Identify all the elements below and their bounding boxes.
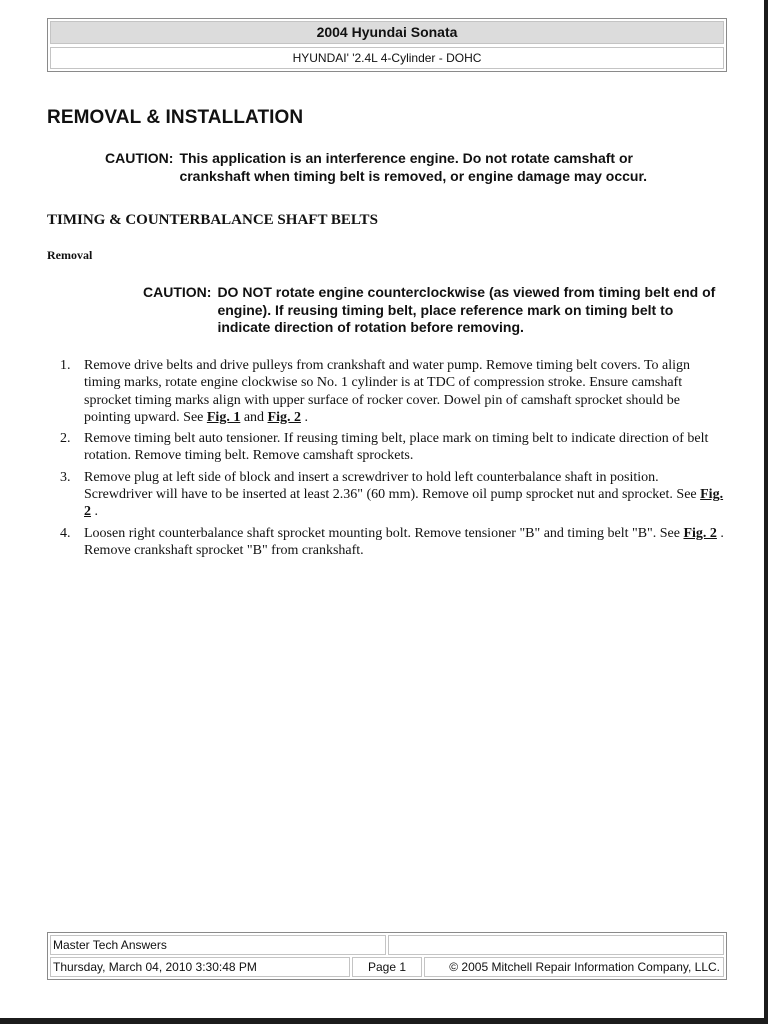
fig-2-link[interactable]: Fig. 2	[267, 409, 301, 425]
step-text: .	[91, 504, 98, 520]
document-header	[47, 18, 727, 72]
step-text: . Remove crankshaft sprocket "B" from crankshaft.	[84, 525, 724, 558]
vehicle-title: 2004 Hyundai Sonata	[50, 21, 724, 44]
caution-text: DO NOT rotate engine counterclockwise (as viewed from timing belt end of engine). If reusing timing belt, place reference mark on timing belt to indicate direction of rotation before removing.	[217, 284, 716, 335]
footer-date: Thursday, March 04, 2010 3:30:48 PM	[50, 957, 350, 977]
document-footer	[47, 932, 727, 980]
fig-2-link[interactable]: Fig. 2	[84, 487, 724, 520]
step-text: Remove timing belt auto tensioner. If reusing timing belt, place mark on timing belt to indicate direction of belt rotation. Remove timing belt. Remove camshaft sprockets.	[84, 431, 709, 464]
caution-label: CAUTION:	[143, 284, 212, 300]
step-text: and	[240, 409, 268, 425]
engine-subtitle: HYUNDAI' '2.4L 4-Cylinder - DOHC	[50, 47, 724, 69]
step-item	[47, 469, 727, 521]
step-text: Remove drive belts and drive pulleys from crankshaft and water pump. Remove timing belt covers. To align timing marks, rotate engine clockwise so No. 1 cylinder is at TDC of compression stroke. Ensure camshaft sprocket timing marks align with upper surface of rocker cover. Dowel pin of camshaft sprocket should be pointing upward. See	[84, 358, 691, 425]
step-text: .	[301, 409, 308, 425]
step-number: 1.	[60, 358, 71, 373]
step-text: Loosen right counterbalance shaft sprocket mounting bolt. Remove tensioner "B" and timing belt "B". See	[84, 525, 684, 541]
footer-blank-cell	[388, 935, 724, 955]
step-text: Remove plug at left side of block and insert a screwdriver to hold left counterbalance shaft in position. Screwdriver will have to be inserted at least 2.36" (60 mm). Remove oil pump sprocket nut and sprocket. See	[84, 469, 701, 503]
subsection-title: TIMING & COUNTERBALANCE SHAFT BELTS	[47, 212, 378, 228]
step-item	[47, 525, 727, 560]
footer-page-number: Page 1	[352, 957, 422, 977]
footer-copyright: © 2005 Mitchell Repair Information Company, LLC.	[424, 957, 724, 977]
step-number: 2.	[60, 431, 71, 447]
step-item	[47, 357, 727, 426]
removal-steps	[47, 357, 727, 563]
fig-2-link[interactable]: Fig. 2	[683, 525, 717, 541]
section-title: REMOVAL & INSTALLATION	[47, 107, 304, 128]
step-number: 4.	[60, 525, 71, 541]
removal-heading: Removal	[47, 248, 93, 262]
caution-interference	[105, 150, 705, 185]
step-item	[47, 430, 727, 465]
caution-rotation	[143, 284, 728, 337]
fig-1-link[interactable]: Fig. 1	[206, 409, 241, 425]
caution-text: This application is an interference engine. Do not rotate camshaft or crankshaft when timing belt is removed, or engine damage may occur.	[179, 150, 648, 184]
step-number: 3.	[60, 469, 71, 485]
caution-label: CAUTION:	[105, 150, 174, 166]
footer-source: Master Tech Answers	[50, 935, 386, 955]
